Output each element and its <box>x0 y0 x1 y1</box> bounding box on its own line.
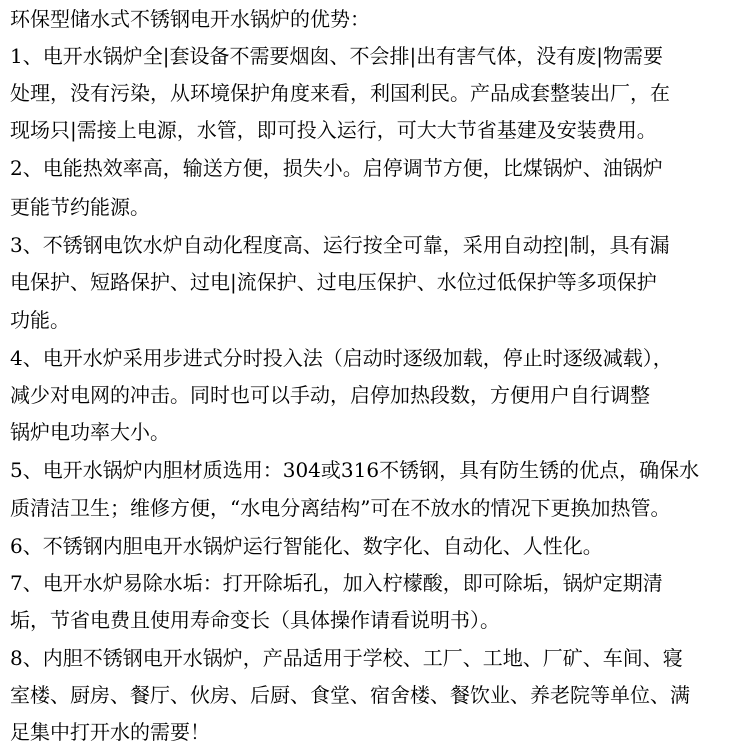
text-line: 4、电开水炉采用步进式分时投入法（启动时逐级加载，停止时逐级减载）， <box>10 346 673 370</box>
text-line: 足集中打开水的需要！ <box>10 720 210 744</box>
text-line: 现场只|需接上电源，水管，即可投入运行，可大大节省基建及安装费用。 <box>10 118 657 142</box>
text-line: 锅炉电功率大小。 <box>10 420 170 444</box>
text-line: 8、内胆不锈钢电开水锅炉，产品适用于学校、工厂、工地、厂矿、车间、寝 <box>10 646 683 670</box>
document-title: 环保型储水式不锈钢电开水锅炉的优势： <box>10 7 370 31</box>
text-line: 减少对电网的冲击。同时也可以手动，启停加热段数，方便用户自行调整 <box>10 383 650 407</box>
text-line: 处理，没有污染，从环境保护角度来看，利国利民。产品成套整装出厂，在 <box>10 81 670 105</box>
text-line: 室楼、厨房、餐厅、伙房、后厨、食堂、宿舍楼、餐饮业、养老院等单位、满 <box>10 683 690 707</box>
text-line: 质清洁卫生；维修方便，“水电分离结构”可在不放水的情况下更换加热管。 <box>10 496 671 520</box>
text-line: 3、不锈钢电饮水炉自动化程度高、运行按全可靠，采用自动控|制，具有漏 <box>10 233 670 257</box>
text-line: 7、电开水炉易除水垢：打开除垢孔，加入柠檬酸，即可除垢，锅炉定期清 <box>10 571 663 595</box>
text-line: 1、电开水锅炉全|套设备不需要烟囱、不会排|出有害气体，没有废|物需要 <box>10 44 663 68</box>
text-line: 6、不锈钢内胆电开水锅炉运行智能化、数字化、自动化、人性化。 <box>10 534 603 558</box>
text-line: 垢，节省电费且使用寿命变长（具体操作请看说明书）。 <box>10 608 500 632</box>
text-line: 功能。 <box>10 308 70 332</box>
text-line: 更能节约能源。 <box>10 195 150 219</box>
text-line: 2、电能热效率高，输送方便，损失小。启停调节方便，比煤锅炉、油锅炉 <box>10 156 663 180</box>
text-line: 电保护、短路保护、过电|流保护、过电压保护、水位过低保护等多项保护 <box>10 270 657 294</box>
text-line: 5、电开水锅炉内胆材质选用：304或316不锈钢，具有防生锈的优点，确保水 <box>10 458 700 482</box>
